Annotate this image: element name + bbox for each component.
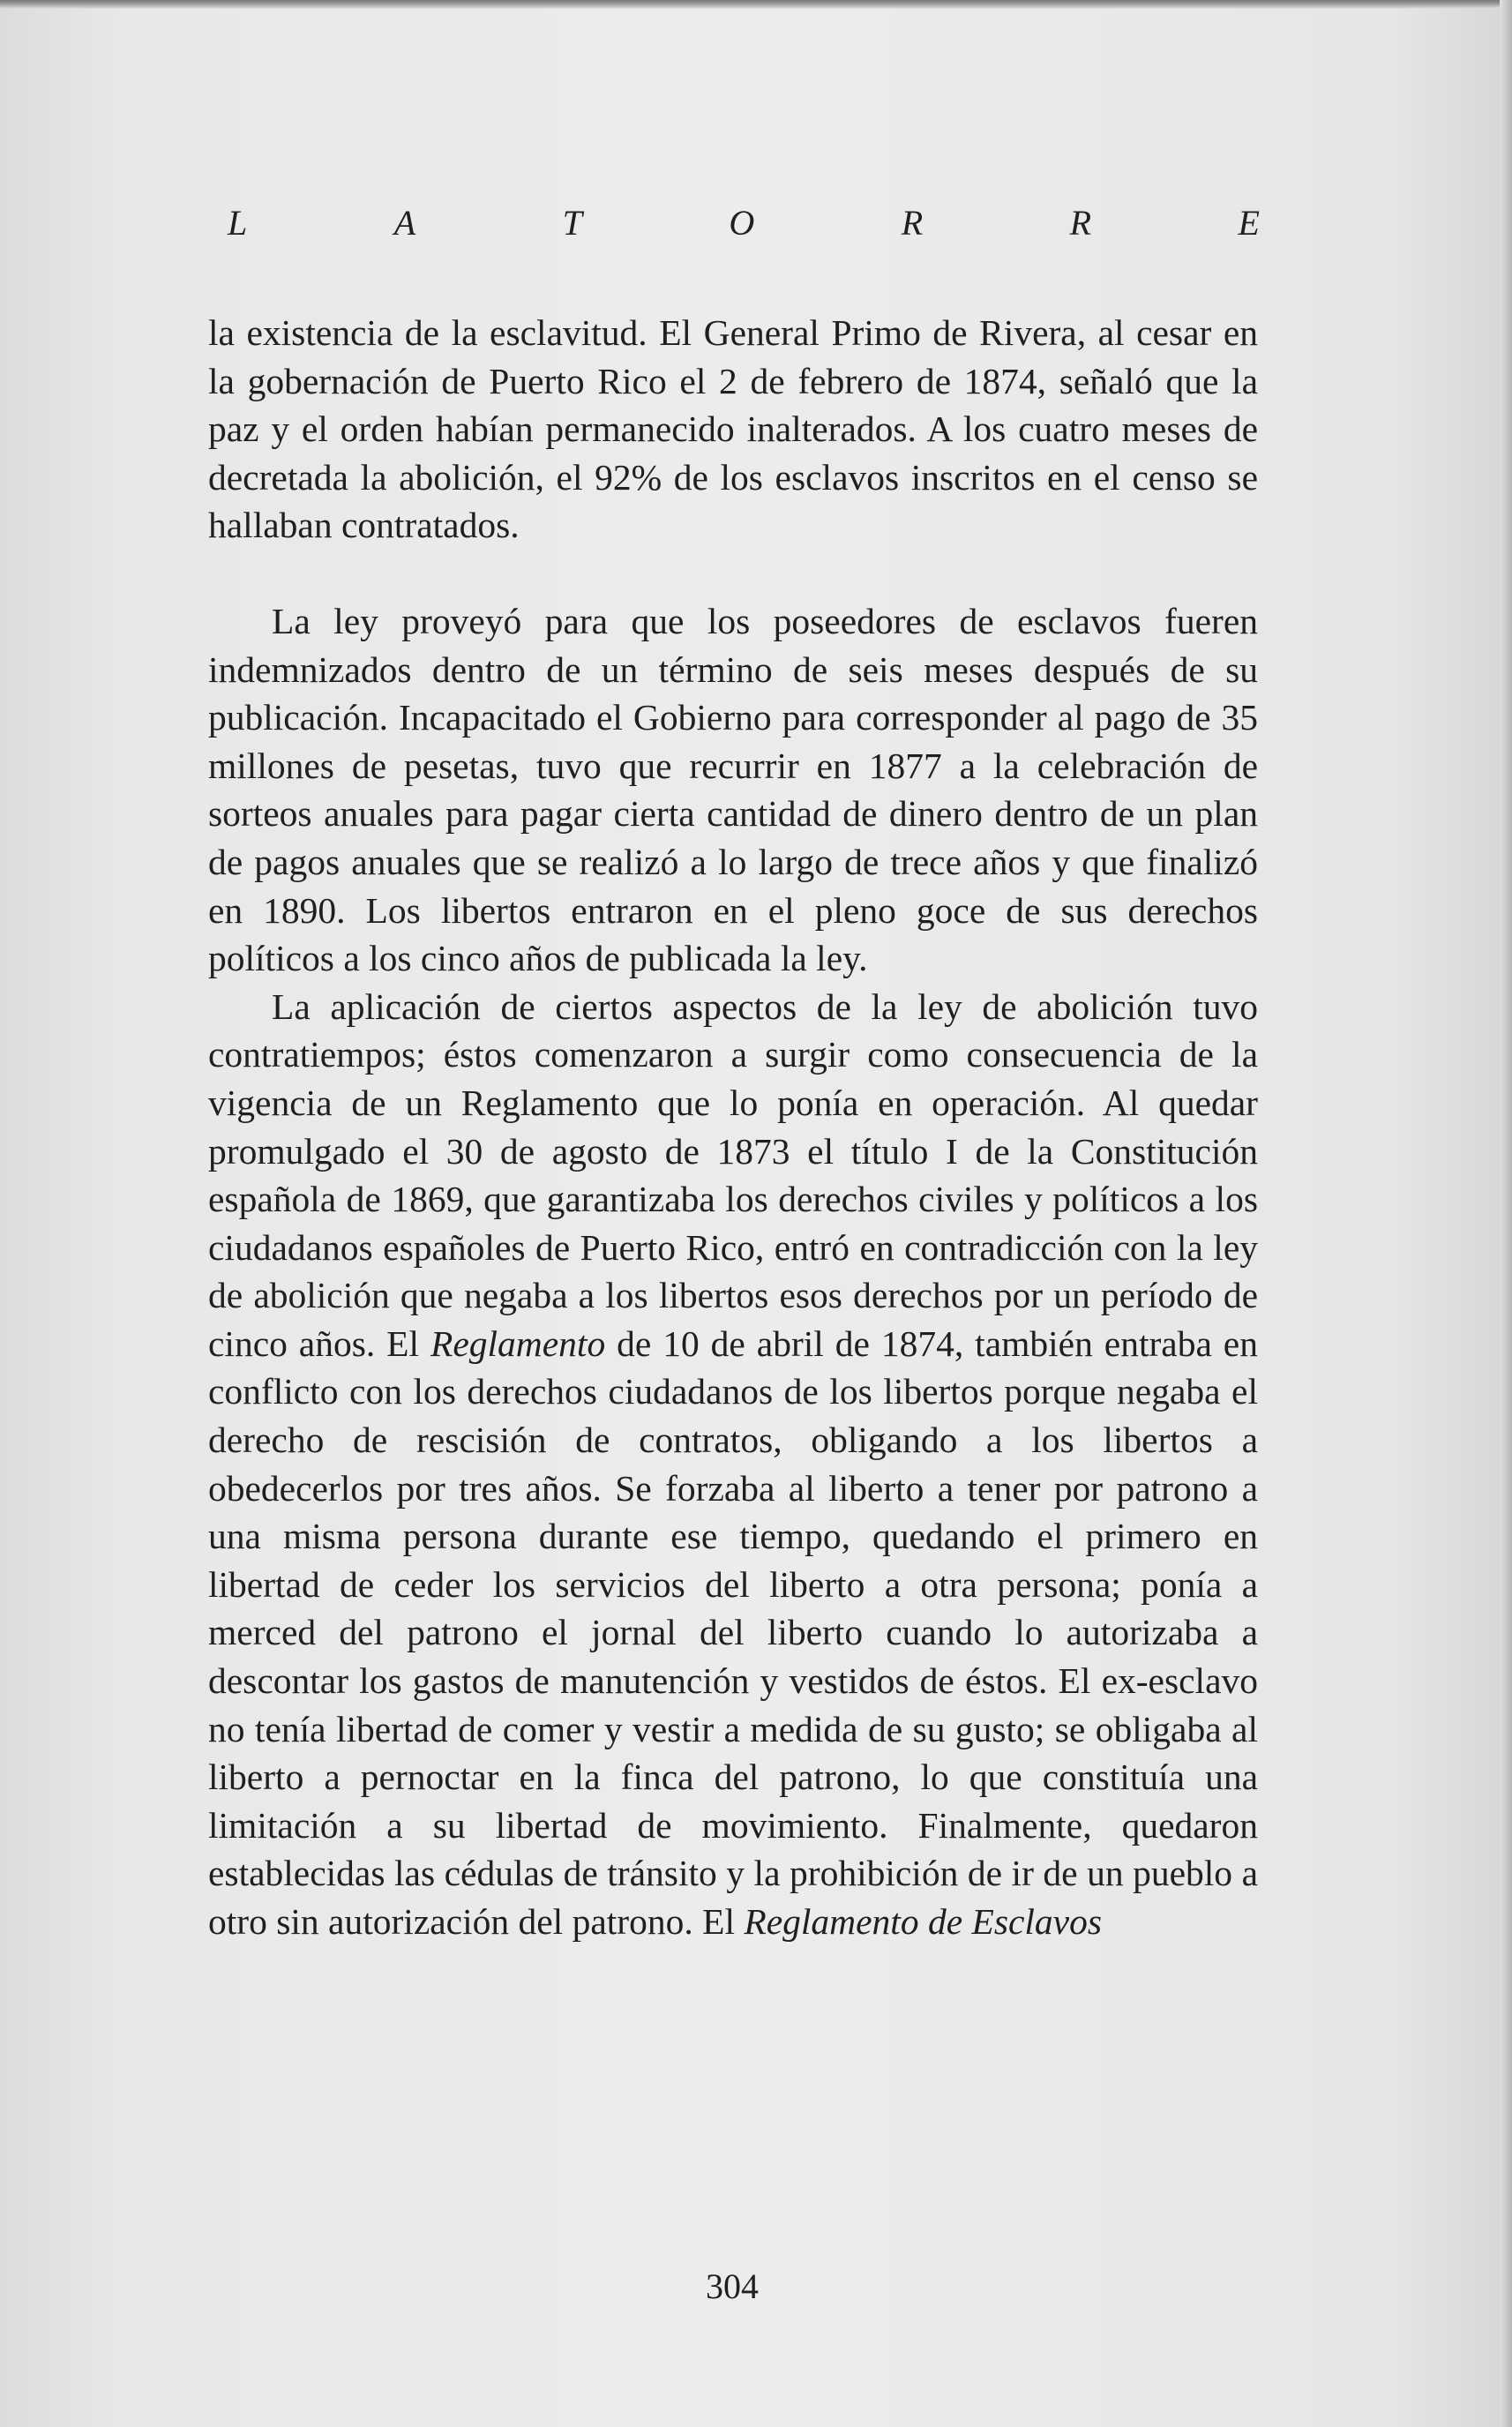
scan-top-edge <box>0 0 1512 9</box>
paragraph-3-text-1: La aplicación de ciertos aspectos de la ley de abolición tuvo contratiempos; éstos comenzaron a surgir como consecuencia de la vigencia de un Reglamento que lo ponía en operación. Al quedar promulgado el 30 de agosto de 1873 el título I de la Constitución española de 1869, que garantizaba los derechos civiles y políticos a los ciudadanos españoles de Puerto Rico, entró en contradicción con la ley de abolición que negaba a los libertos esos derechos por un período de cinco años. El <box>208 985 1258 1364</box>
paragraph-3-italic-reglamento-esclavos: Reglamento de Esclavos <box>744 1901 1103 1942</box>
body-text <box>208 309 1258 1946</box>
paragraph-3-text-2: de 10 de abril de 1874, también entraba en conflicto con los derechos ciudadanos de los libertos porque negaba el derecho de rescisión de contratos, obligando a los libertos a obedecerlos por tres años. Se forzaba al liberto a tener por patrono a una misma persona durante ese tiempo, quedando el primero en libertad de ceder los servicios del liberto a otra persona; ponía a merced del patrono el jornal del liberto cuando lo autorizaba a descontar los gastos de manutención y vestidos de éstos. El ex-esclavo no tenía libertad de comer y vestir a medida de su gusto; se obligaba al liberto a pernoctar en la finca del patrono, lo que constituía una limitación a su libertad de movimiento. Finalmente, quedaron establecidas las cédulas de tránsito y la prohibición de ir de un pueblo a otro sin autorización del patrono. El <box>208 1322 1258 1942</box>
page-number: 304 <box>706 2266 759 2306</box>
paragraph-3 <box>208 983 1258 1946</box>
running-head-letter: A <box>393 202 416 243</box>
paragraph-1: la existencia de la esclavitud. El General Primo de Rivera, al cesar en la gobernación de Puerto Rico el 2 de febrero de 1874, señaló que la paz y el orden habían permanecido inalterados. A los cuatro meses de decretada la abolición, el 92% de los esclavos inscritos en el censo se hallaban contratados. <box>208 312 1258 546</box>
running-head <box>228 196 1260 249</box>
running-head-letter: L <box>228 202 248 243</box>
running-head-letter: R <box>901 202 924 243</box>
paragraph-3-italic-reglamento: Reglamento <box>430 1322 606 1364</box>
running-head-letter: O <box>729 202 755 243</box>
running-head-letter: E <box>1238 202 1260 243</box>
paragraph-2: La ley proveyó para que los poseedores de esclavos fueren indemnizados dentro de un término de seis meses después de su publicación. Incapacitado el Gobierno para corresponder al pago de 35 millones de pesetas, tuvo que recurrir en 1877 a la celebración de sorteos anuales para pagar cierta cantidad de dinero dentro de un plan de pagos anuales que se realizó a lo largo de trece años y que finalizó en 1890. Los libertos entraron en el pleno goce de sus derechos políticos a los cinco años de publicada la ley. <box>208 600 1258 979</box>
running-head-letter: T <box>562 202 582 243</box>
scan-right-edge <box>1500 0 1512 2427</box>
running-head-letter: R <box>1069 202 1092 243</box>
